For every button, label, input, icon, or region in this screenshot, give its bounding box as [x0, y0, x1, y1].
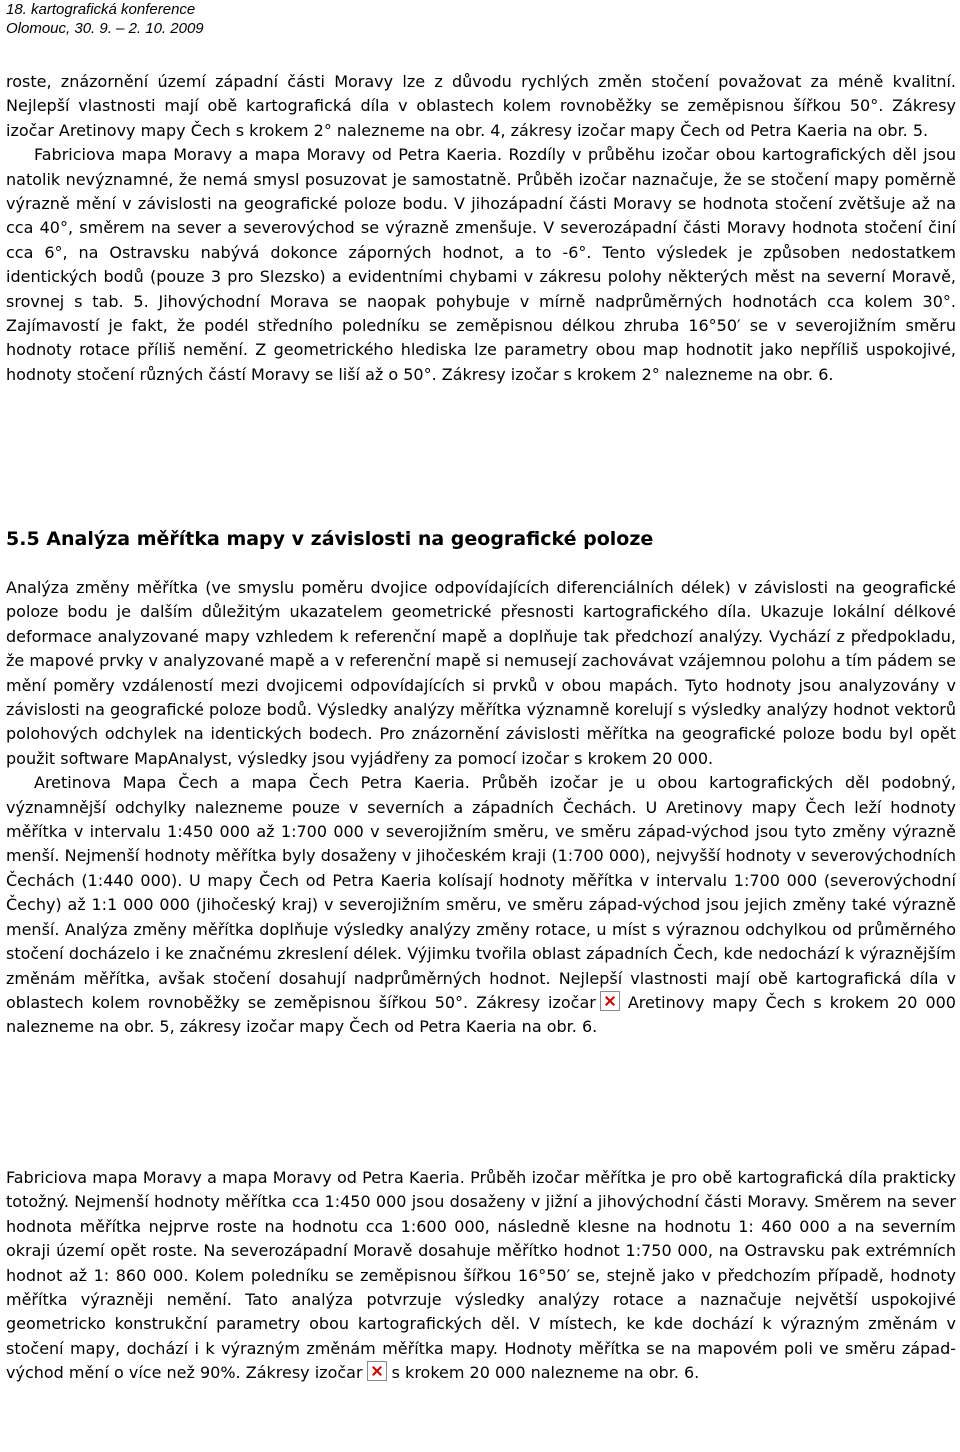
paragraph	[6, 1166, 956, 1386]
paragraph: Fabriciova mapa Moravy a mapa Moravy od Petra Kaeria. Rozdíly v průběhu izočar obou kartografických děl jsou natolik nevýznamné, že nemá smysl posuzovat je samostatně. Průběh izočar naznačuje, že se stočení mapy poměrně výrazně mění v závislosti na geografické poloze bodu. V jihozápadní části Moravy se hodnota stočení zvětšuje až na cca 40°, směrem na sever a severovýchod se výrazně zmenšuje. V severozápadní části Moravy hodnota stočení činí cca 6°, na Ostravsku nabývá dokonce záporných hodnot, a to -6°. Tento výsledek je způsoben nedostatkem identických bodů (pouze 3 pro Slezsko) a evidentními chybami v zákresu polohy některých měst na severní Moravě, srovnej s tab. 5. Jihovýchodní Morava se naopak pohybuje v mírně nadprůměrných hodnotách cca kolem 30°. Zajímavostí je fakt, že podél středního poledníku se zeměpisnou délkou zhruba 16°50′ se v severojižním směru hodnoty rotace příliš nemění. Z geometrického hlediska lze parametry obou map hodnotit jako nepříliš uspokojivé, hodnoty stočení různých částí Moravy se liší až o 50°. Zákresy izočar s krokem 2° nalezneme na obr. 6.	[6, 145, 956, 384]
section-heading: 5.5 Analýza měřítka mapy v závislosti na geografické poloze	[6, 528, 654, 550]
broken-image-icon	[600, 991, 620, 1011]
paragraph	[6, 771, 956, 1039]
broken-image-icon	[367, 1361, 387, 1381]
paragraph-text: s krokem 20 000 nalezneme na obr. 6.	[391, 1363, 700, 1383]
text-block-scale	[6, 576, 956, 1040]
paragraph: roste, znázornění území západní části Moravy lze z důvodu rychlých změn stočení považovat za méně kvalitní. Nejlepší vlastnosti mají obě kartografická díla v oblastech kolem rovnoběžky se zeměpisnou šířkou 50°. Zákresy izočar Aretinovy mapy Čech s krokem 2° nalezneme na obr. 4, zákresy izočar mapy Čech od Petra Kaeria na obr. 5.	[6, 72, 956, 140]
text-block-moravia	[6, 1166, 956, 1386]
conference-place-date: Olomouc, 30. 9. – 2. 10. 2009	[6, 20, 204, 37]
paragraph: Analýza změny měřítka (ve smyslu poměru dvojice odpovídajících diferenciálních délek) v závislosti na geografické poloze bodu je dalším důležitým ukazatelem geometrické přesnosti kartografického díla. Ukazuje lokální délkové deformace analyzované mapy vzhledem k referenční mapě a doplňuje tak předchozí analýzy. Vychází z předpokladu, že mapové prvky v analyzované mapě a v referenční mapě si nemusejí zachovávat vzájemnou polohu a tím pádem se mění poměry vzdáleností mezi dvojicemi odpovídajících si prvků v obou mapách. Tyto hodnoty jsou analyzovány v závislosti na geografické poloze bodů. Výsledky analýzy měřítka významně korelují s výsledky analýzy hodnot vektorů polohových odchylek na identických bodech. Pro znázornění závislosti měřítka na geografické poloze bodu byl opět použit software MapAnalyst, výsledky jsou vyjádřeny za pomocí izočar s krokem 20 000.	[6, 578, 956, 768]
running-header	[6, 0, 204, 38]
paragraph-text: Aretinova Mapa Čech a mapa Čech Petra Kaeria. Průběh izočar je u obou kartografických děl podobný, významnější odchylky nalezneme pouze v severních a západních Čechách. U Aretinovy mapy Čech leží hodnoty měřítka v intervalu 1:450 000 až 1:700 000 v severojižním směru, ve směru západ-východ jsou tyto změny výrazně menší. Nejmenší hodnoty měřítka byly dosaženy v jihočeském kraji (1:700 000), nejvyšší hodnoty v severovýchodních Čechách (1:440 000). U mapy Čech od Petra Kaeria kolísají hodnoty měřítka v intervalu 1:700 000 (severovýchodní Čechy) až 1:1 000 000 (jihočeský kraj) v severojižním směru, ve směru západ-východ jsou jejich změny také výrazně menší. Analýza změny měřítka doplňuje výsledky analýzy změny rotace, u míst s výraznou odchylkou od průměrného stočení docházelo i ke značnému zkreslení délek. Výjimku tvořila oblast západních Čech, kde nedochází k výraznějším změnám měřítka, avšak stočení dosahují nadprůměrných hodnot. Nejlepší vlastnosti mají obě kartografická díla v oblastech kolem rovnoběžky se zeměpisnou šířkou 50°. Zákresy izočar	[6, 773, 956, 1012]
paragraph-text: Fabriciova mapa Moravy a mapa Moravy od Petra Kaeria. Průběh izočar měřítka je pro obě kartografická díla prakticky totožný. Nejmenší hodnoty měřítka cca 1:450 000 jsou dosaženy v jižní a jihovýchodní části Moravy. Směrem na sever hodnota měřítka nejprve roste na hodnotu cca 1:600 000, následně klesne na hodnotu 1: 460 000 a na severním okraji území opět roste. Na severozápadní Moravě dosahuje měřítko hodnot 1:750 000, na Ostravsku pak extrémních hodnot až 1: 860 000. Kolem poledníku se zeměpisnou šířkou 16°50′ se, stejně jako v předchozím případě, hodnoty měřítka výrazněji nemění. Tato analýza potvrzuje výsledky analýzy rotace a naznačuje největší uspokojivé geometricko konstrukční parametry obou kartografických děl. V místech, ke kde dochází k výrazným změnám v stočení mapy, dochází i k výrazným změnám měřítka mapy. Hodnoty měřítka se na mapovém poli ve směru západ-východ mění o více než 90%. Zákresy izočar	[6, 1168, 956, 1383]
text-block-rotation	[6, 70, 956, 387]
paragraph-text: Aretinovy mapy Čech s krokem 20 000 nalezneme na obr. 5, zákresy izočar mapy Čech od Petra Kaeria na obr. 6.	[6, 992, 956, 1037]
conference-title: 18. kartografická konference	[6, 1, 196, 18]
